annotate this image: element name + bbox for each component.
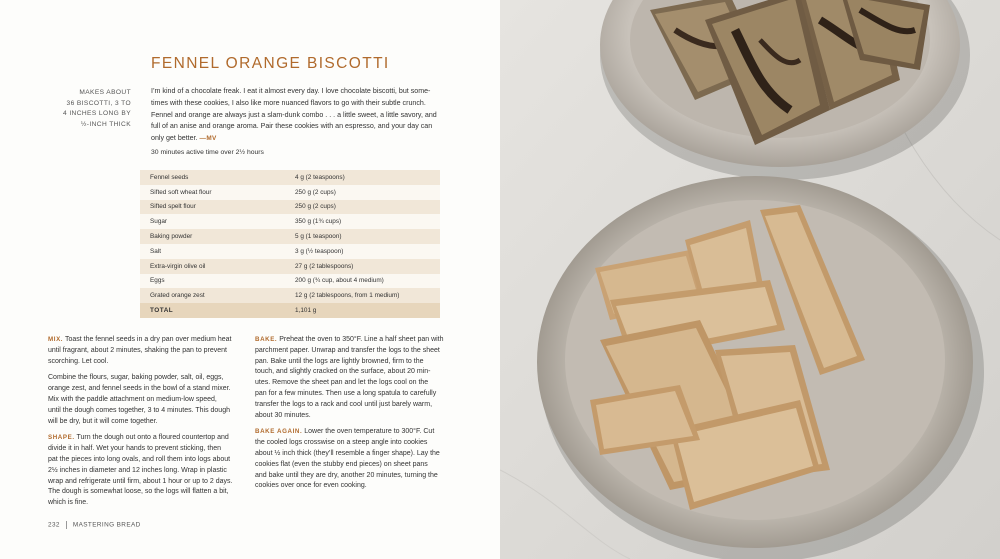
ingredient-name: Salt xyxy=(140,244,289,259)
recipe-intro xyxy=(151,86,441,145)
intro-line: Fennel and orange are always just a slam-dunk combo . . . a little sweet, a little savory, and xyxy=(151,110,437,119)
ingredient-row xyxy=(140,185,440,200)
method-line xyxy=(48,395,243,406)
method-line xyxy=(48,406,243,417)
step-text: about ½ inch thick (they’ll resemble a finger shape). Lay the xyxy=(255,449,440,457)
yield-line: MAKES ABOUT xyxy=(79,89,131,96)
method-line xyxy=(255,427,445,438)
step-text: Combine the flours, sugar, baking powder, salt, oil, eggs, xyxy=(48,374,224,382)
ingredient-row xyxy=(140,259,440,274)
method-step xyxy=(255,335,445,421)
ingredient-name: Sugar xyxy=(140,214,289,229)
step-text: pan. Bake until the logs are lightly browned, firm to the xyxy=(255,357,424,365)
footer-divider xyxy=(66,521,67,529)
ingredients-body xyxy=(140,170,440,318)
step-text: scorching. Let cool. xyxy=(48,357,109,365)
method-line xyxy=(48,477,243,488)
step-text: and bake until they are dry, another 20 minutes, turning the xyxy=(255,471,438,479)
yield-line: ½-INCH THICK xyxy=(80,120,131,128)
step-text: 2½ inches in diameter and 12 inches long. Wrap in plastic xyxy=(48,466,227,474)
step-text: orange zest, and fennel seeds in the bowl of a stand mixer. xyxy=(48,385,231,393)
step-label: BAKE. xyxy=(255,336,278,343)
ingredient-name: Fennel seeds xyxy=(140,170,289,185)
step-text: cookies flat (even the stubby end pieces) on sheet pans xyxy=(255,460,428,468)
ingredient-name: Eggs xyxy=(140,274,289,289)
method-line xyxy=(48,455,243,466)
ingredient-row xyxy=(140,200,440,215)
method-line xyxy=(48,417,243,428)
author-signature: —MV xyxy=(199,135,217,143)
ingredient-quantity: 250 g (2 cups) xyxy=(289,200,440,215)
step-text: wrap and refrigerate until firm, about 1 hour or up to 2 days. xyxy=(48,477,233,485)
method-line xyxy=(48,335,243,346)
page-number: 232 xyxy=(48,521,60,529)
method-line xyxy=(48,373,243,384)
yield-line: 4 INCHES LONG BY xyxy=(63,110,131,117)
biscotti-photo-illustration xyxy=(500,0,1000,559)
intro-line: I’m kind of a chocolate freak. I eat it almost every day. I love chocolate biscotti, but some- xyxy=(151,87,431,95)
ingredient-row xyxy=(140,214,440,229)
step-text: utes. Remove the sheet pan and let the logs cool on the xyxy=(255,379,429,387)
method-line xyxy=(255,481,445,492)
ingredient-row xyxy=(140,229,440,244)
method-line xyxy=(255,378,445,389)
step-text: touch, and slightly cracked on the surface, about 20 min- xyxy=(255,368,431,376)
intro-line xyxy=(151,133,441,145)
method-line xyxy=(255,346,445,357)
method-column-right xyxy=(255,335,445,498)
step-text: Mix with the paddle attachment on medium-low speed, xyxy=(48,395,217,403)
intro-line: full of an anise and orange aroma. Pair these cookies with an espresso, and your day can xyxy=(151,122,433,131)
method-line xyxy=(255,389,445,400)
method-line xyxy=(255,367,445,378)
method-step xyxy=(48,433,243,509)
step-label: BAKE AGAIN. xyxy=(255,428,303,436)
method-line xyxy=(255,400,445,411)
method-line xyxy=(48,498,243,509)
step-text: Lower the oven temperature to 300°F. Cut xyxy=(302,428,435,436)
method-step xyxy=(48,373,243,427)
step-text: pat the pieces into long ovals, and roll them into logs about xyxy=(48,455,231,463)
recipe-yield xyxy=(40,88,131,130)
method-line xyxy=(48,384,243,395)
method-line xyxy=(255,449,445,460)
ingredient-row xyxy=(140,274,440,289)
step-text: until fragrant, about 2 minutes, shaking the pan to prevent xyxy=(48,346,228,354)
ingredient-quantity: 200 g (¾ cup, about 4 medium) xyxy=(289,274,440,289)
method-line xyxy=(48,444,243,455)
method-line xyxy=(48,466,243,477)
step-text: parchment paper. Unwrap and transfer the logs to the sheet xyxy=(255,346,440,354)
recipe-title: FENNEL ORANGE BISCOTTI xyxy=(151,55,390,72)
step-text: about 30 minutes. xyxy=(255,411,311,419)
intro-line: times with these cookies, I also like more nuanced flavors to go with their subtle crunch. xyxy=(151,98,426,107)
method-line xyxy=(48,357,243,368)
ingredients-table xyxy=(140,170,440,318)
step-text: pan for a few minutes. Then use a long spatula to carefully xyxy=(255,389,437,397)
ingredient-quantity: 12 g (2 tablespoons, from 1 medium) xyxy=(289,288,440,303)
total-row xyxy=(140,303,440,318)
step-label: SHAPE. xyxy=(48,434,75,442)
method-step xyxy=(48,335,243,367)
step-text: until the dough comes together, 3 to 4 minutes. This dough xyxy=(48,406,230,414)
step-text: Turn the dough out onto a floured countertop and xyxy=(74,434,229,442)
method-line xyxy=(255,460,445,471)
step-text: cookies over once for even cooking. xyxy=(255,482,367,490)
ingredient-name: Sifted spelt flour xyxy=(140,200,289,215)
step-text: Preheat the oven to 350°F. Line a half sheet pan with xyxy=(277,336,444,343)
method-line xyxy=(255,438,445,449)
method-column-left xyxy=(48,335,243,515)
ingredient-quantity: 27 g (2 tablespoons) xyxy=(289,259,440,274)
method-line xyxy=(255,357,445,368)
method-line xyxy=(255,471,445,482)
step-text: transfer the logs to a rack and cool until just barely warm, xyxy=(255,400,433,408)
method-line xyxy=(255,335,445,346)
method-step xyxy=(255,427,445,492)
ingredient-quantity: 5 g (1 teaspoon) xyxy=(289,229,440,244)
ingredient-quantity: 3 g (½ teaspoon) xyxy=(289,244,440,259)
method-line xyxy=(48,433,243,444)
active-time: 30 minutes active time over 2½ hours xyxy=(151,149,264,156)
total-label: TOTAL xyxy=(140,303,289,318)
biscotti-photo xyxy=(500,0,1000,559)
ingredient-row xyxy=(140,170,440,185)
ingredient-name: Grated orange zest xyxy=(140,288,289,303)
ingredient-row xyxy=(140,288,440,303)
page-footer xyxy=(48,521,141,529)
step-text: Toast the fennel seeds in a dry pan over medium heat xyxy=(63,336,232,343)
book-title: MASTERING BREAD xyxy=(72,521,141,529)
ingredient-quantity: 350 g (1¾ cups) xyxy=(289,214,440,229)
step-label: MIX. xyxy=(48,336,64,343)
ingredient-name: Sifted soft wheat flour xyxy=(140,185,289,200)
total-quantity: 1,101 g xyxy=(289,303,440,318)
ingredient-name: Extra-virgin olive oil xyxy=(140,259,289,274)
ingredient-row xyxy=(140,244,440,259)
yield-line: 36 BISCOTTI, 3 TO xyxy=(66,99,131,107)
step-text: divide it in half. Wet your hands to prevent sticking, then xyxy=(48,445,222,453)
ingredient-quantity: 250 g (2 cups) xyxy=(289,185,440,200)
intro-last-text: only get better. xyxy=(151,134,198,143)
step-text: which is fine. xyxy=(48,499,89,507)
method-line xyxy=(255,411,445,422)
step-text: The dough is somewhat loose, so the logs will flatten a bit, xyxy=(48,488,229,496)
step-text: the cooled logs crosswise on a steep angle into cookies xyxy=(255,439,428,447)
ingredient-name: Baking powder xyxy=(140,229,289,244)
step-text: will be dry, but it will come together. xyxy=(48,417,158,425)
method-line xyxy=(48,346,243,357)
method-line xyxy=(48,487,243,498)
ingredient-quantity: 4 g (2 teaspoons) xyxy=(289,170,440,185)
